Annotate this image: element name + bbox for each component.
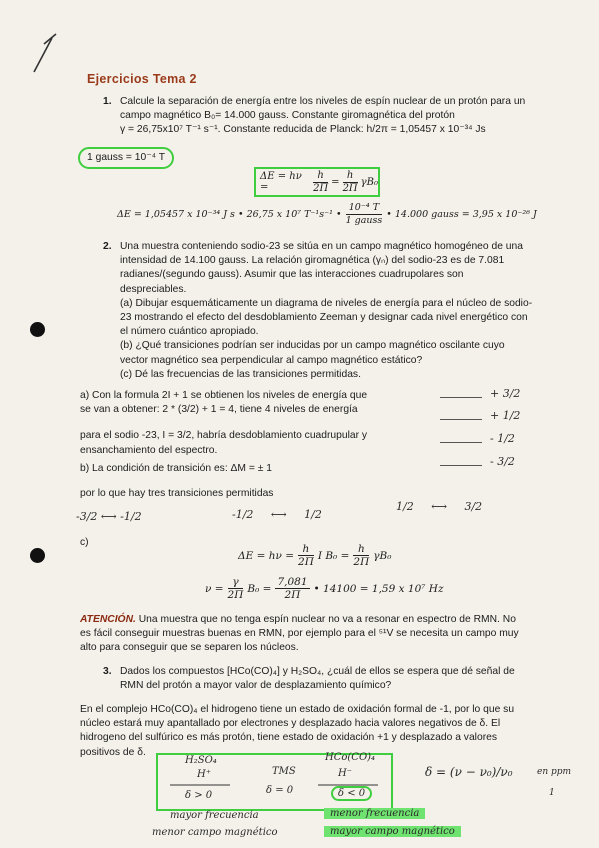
calc-result: • 14.000 gauss = 3,95 x 10⁻²⁶ J (386, 209, 537, 220)
problem-2-number: 2. (103, 241, 112, 252)
shift-formula: δ = (ν − ν₀)/ν₀ (425, 765, 513, 779)
atencion-line: es fácil conseguir muestras buenas en RMN, por ejemplo para el ⁵¹V se necesita un campo muy (80, 628, 519, 640)
proton-label: H⁺ (197, 769, 211, 780)
level-label: - 1/2 (490, 432, 515, 445)
answer-a-line: se van a obtener: 2 * (3/2) + 1 = 4, tiene 4 niveles de energía (80, 404, 358, 416)
problem-3-line: RMN del protón a mayor valor de desplazamiento químico? (120, 680, 392, 692)
eq-rhs: • 14100 = 1,59 x 10⁷ Hz (313, 582, 444, 595)
frac-num: 7,081 (277, 576, 308, 588)
ppm-unit: en ppm (537, 767, 572, 777)
delta-positive: δ > 0 (185, 790, 213, 801)
gauss-note: 1 gauss = 10⁻⁴ T (78, 147, 174, 169)
level-label: + 3/2 (490, 387, 521, 400)
transition-2: -1/2 ⟷ 1/2 (232, 508, 322, 521)
answer-c-label: c) (80, 537, 89, 548)
formula-eq: = (331, 176, 340, 188)
bullet-dot (30, 322, 45, 337)
page-title: Ejercicios Tema 2 (87, 72, 197, 86)
arrow-line (170, 780, 230, 790)
atencion-note (80, 613, 575, 656)
problem-1-text (120, 95, 570, 138)
problem-1-line: γ = 26,75x10⁷ T⁻¹ s⁻¹. Constante reducida de Planck: h/2π = 1,05457 x 10⁻³⁴ Js (120, 124, 486, 136)
atencion-line: alto para conseguir que se separen los núcleos. (80, 642, 299, 654)
bullet-dot (30, 548, 45, 563)
problem-3-number: 3. (103, 666, 112, 677)
frac-num: h (353, 543, 369, 556)
ppm-subscript: 1 (549, 788, 555, 798)
eq-mid: I B₀ = (317, 549, 350, 562)
frac-num: h (298, 543, 314, 556)
left-label-field: menor campo magnético (152, 827, 278, 838)
left-label-frequency: mayor frecuencia (170, 810, 259, 821)
problem-1-line: Calcule la separación de energía entre los niveles de espín nuclear de un protón para un (120, 96, 526, 107)
eq-mid: B₀ = (247, 582, 272, 595)
frac-num: γ (228, 576, 244, 589)
problem-2-line: intensidad de 14.100 gauss. La relación giromagnética (γₙ) del sodio-23 es de 7.081 (120, 255, 505, 267)
pen-scribble (30, 30, 60, 75)
eq-lhs: ν = (205, 582, 224, 595)
answer-a-line: para el sodio -23, I = 3/2, habría desdoblamiento cuadrupular y (80, 430, 368, 442)
level-line (440, 419, 482, 420)
answer-3-line: núcleo estará muy apantallado por electrones y desplazado hacia valores negativos de δ. El (80, 718, 501, 730)
frac-num: 10⁻⁴ T (346, 202, 383, 215)
answer-b-condition: b) La condición de transición es: ΔM = ± 1 (80, 463, 272, 474)
problem-2-line: Una muestra conteniendo sodio-23 se sitúa en un campo magnético homogéneo de una (120, 241, 523, 252)
problem-2-line: 23 mostrando el efecto del desdoblamiento Zeeman y designar cada nivel energético con (120, 312, 528, 324)
problem-3-text (120, 665, 560, 693)
calc-lhs: ΔE = 1,05457 x 10⁻³⁴ J s • 26,75 x 10⁷ T⁻¹s⁻¹ • (117, 209, 342, 220)
frac-num: h (343, 170, 358, 183)
right-label-field: mayor campo magnético (324, 826, 461, 837)
h2so4-label: H₂SO₄ (185, 755, 217, 766)
level-label: + 1/2 (490, 409, 521, 422)
eq-rhs: γB₀ (373, 549, 392, 562)
calculation-line (117, 202, 537, 227)
problem-2-line: (c) Dé las frecuencias de las transiciones permitidas. (120, 368, 361, 380)
eq-lhs: ΔE = hν = (238, 549, 295, 562)
problem-1-number: 1. (103, 96, 112, 107)
answer-3-line: hidrogeno del sulfúrico es más protón, tiene estado de oxidación +1 y desplazado a valores (80, 732, 498, 744)
formula-box (254, 167, 380, 197)
level-label: - 3/2 (490, 455, 515, 468)
frac-den: 2Π (227, 589, 244, 601)
level-line (440, 442, 482, 443)
transition-3: 1/2 ⟷ 3/2 (396, 500, 483, 513)
problem-2-line: vector magnético sea perpendicular al campo magnético estático? (120, 354, 423, 366)
equation-energy (238, 543, 391, 568)
answer-3-line: positivos de δ. (80, 746, 146, 758)
frac-den: 2Π (298, 556, 314, 568)
right-label-frequency: menor frecuencia (324, 808, 425, 819)
formula-lhs: ΔE = hν = (260, 171, 302, 193)
atencion-label: ATENCIÓN. (80, 614, 136, 625)
hydride-label: H⁻ (338, 768, 352, 779)
formula-rhs: γB₀ (360, 176, 378, 188)
answer-a-line: a) Con la formula 2I + 1 se obtienen los niveles de energía que (80, 390, 368, 401)
problem-2-line: (a) Dibujar esquemáticamente un diagrama de niveles de energía para el núcleo de sodio- (120, 297, 533, 309)
answer-3-line: En el complejo HCo(CO)₄ el hidrogeno tiene un estado de oxidación formal de -1, por lo que su (80, 704, 515, 715)
transition-1: -3/2 ⟷ -1/2 (76, 510, 142, 523)
frac-den: 1 gauss (345, 215, 383, 226)
problem-2-line: radianes/(segundo gauss). Asumir que las interacciones cuadrupolares son (120, 269, 464, 281)
atencion-line: Una muestra que no tenga espín nuclear no va a resonar en espectro de RMN. No (135, 614, 516, 625)
delta-zero: δ = 0 (266, 785, 294, 796)
problem-3-line: Dados los compuestos [HCo(CO)₄] y H₂SO₄, ¿cuál de ellos se espera que dé señal de (120, 666, 515, 677)
tms-label: TMS (272, 766, 296, 777)
level-line (440, 397, 482, 398)
answer-a (80, 389, 420, 458)
frac-den: 2Π (284, 589, 301, 601)
hcoco4-label: HCo(CO)₄ (325, 752, 376, 763)
answer-a-line: ensanchamiento del espectro. (80, 444, 218, 456)
problem-2-line: despreciables. (120, 283, 187, 295)
frac-num: h (313, 170, 328, 183)
frac-den: 2Π (342, 182, 358, 194)
level-line (440, 465, 482, 466)
frac-den: 2Π (353, 556, 370, 568)
equation-frequency (205, 576, 443, 601)
problem-2-text (120, 240, 572, 382)
delta-negative: δ < 0 (331, 786, 372, 801)
problem-2-line: (b) ¿Qué transiciones podrían ser inducidas por un campo magnético oscilante cuyo (120, 340, 505, 352)
frac-den: 2Π (313, 182, 329, 194)
problem-2-line: el número cuántico apropiado. (120, 326, 259, 338)
answer-b-conclusion: por lo que hay tres transiciones permitidas (80, 488, 274, 499)
problem-1-line: campo magnético B₀= 14.000 gauss. Constante giromagnética del protón (120, 110, 455, 122)
